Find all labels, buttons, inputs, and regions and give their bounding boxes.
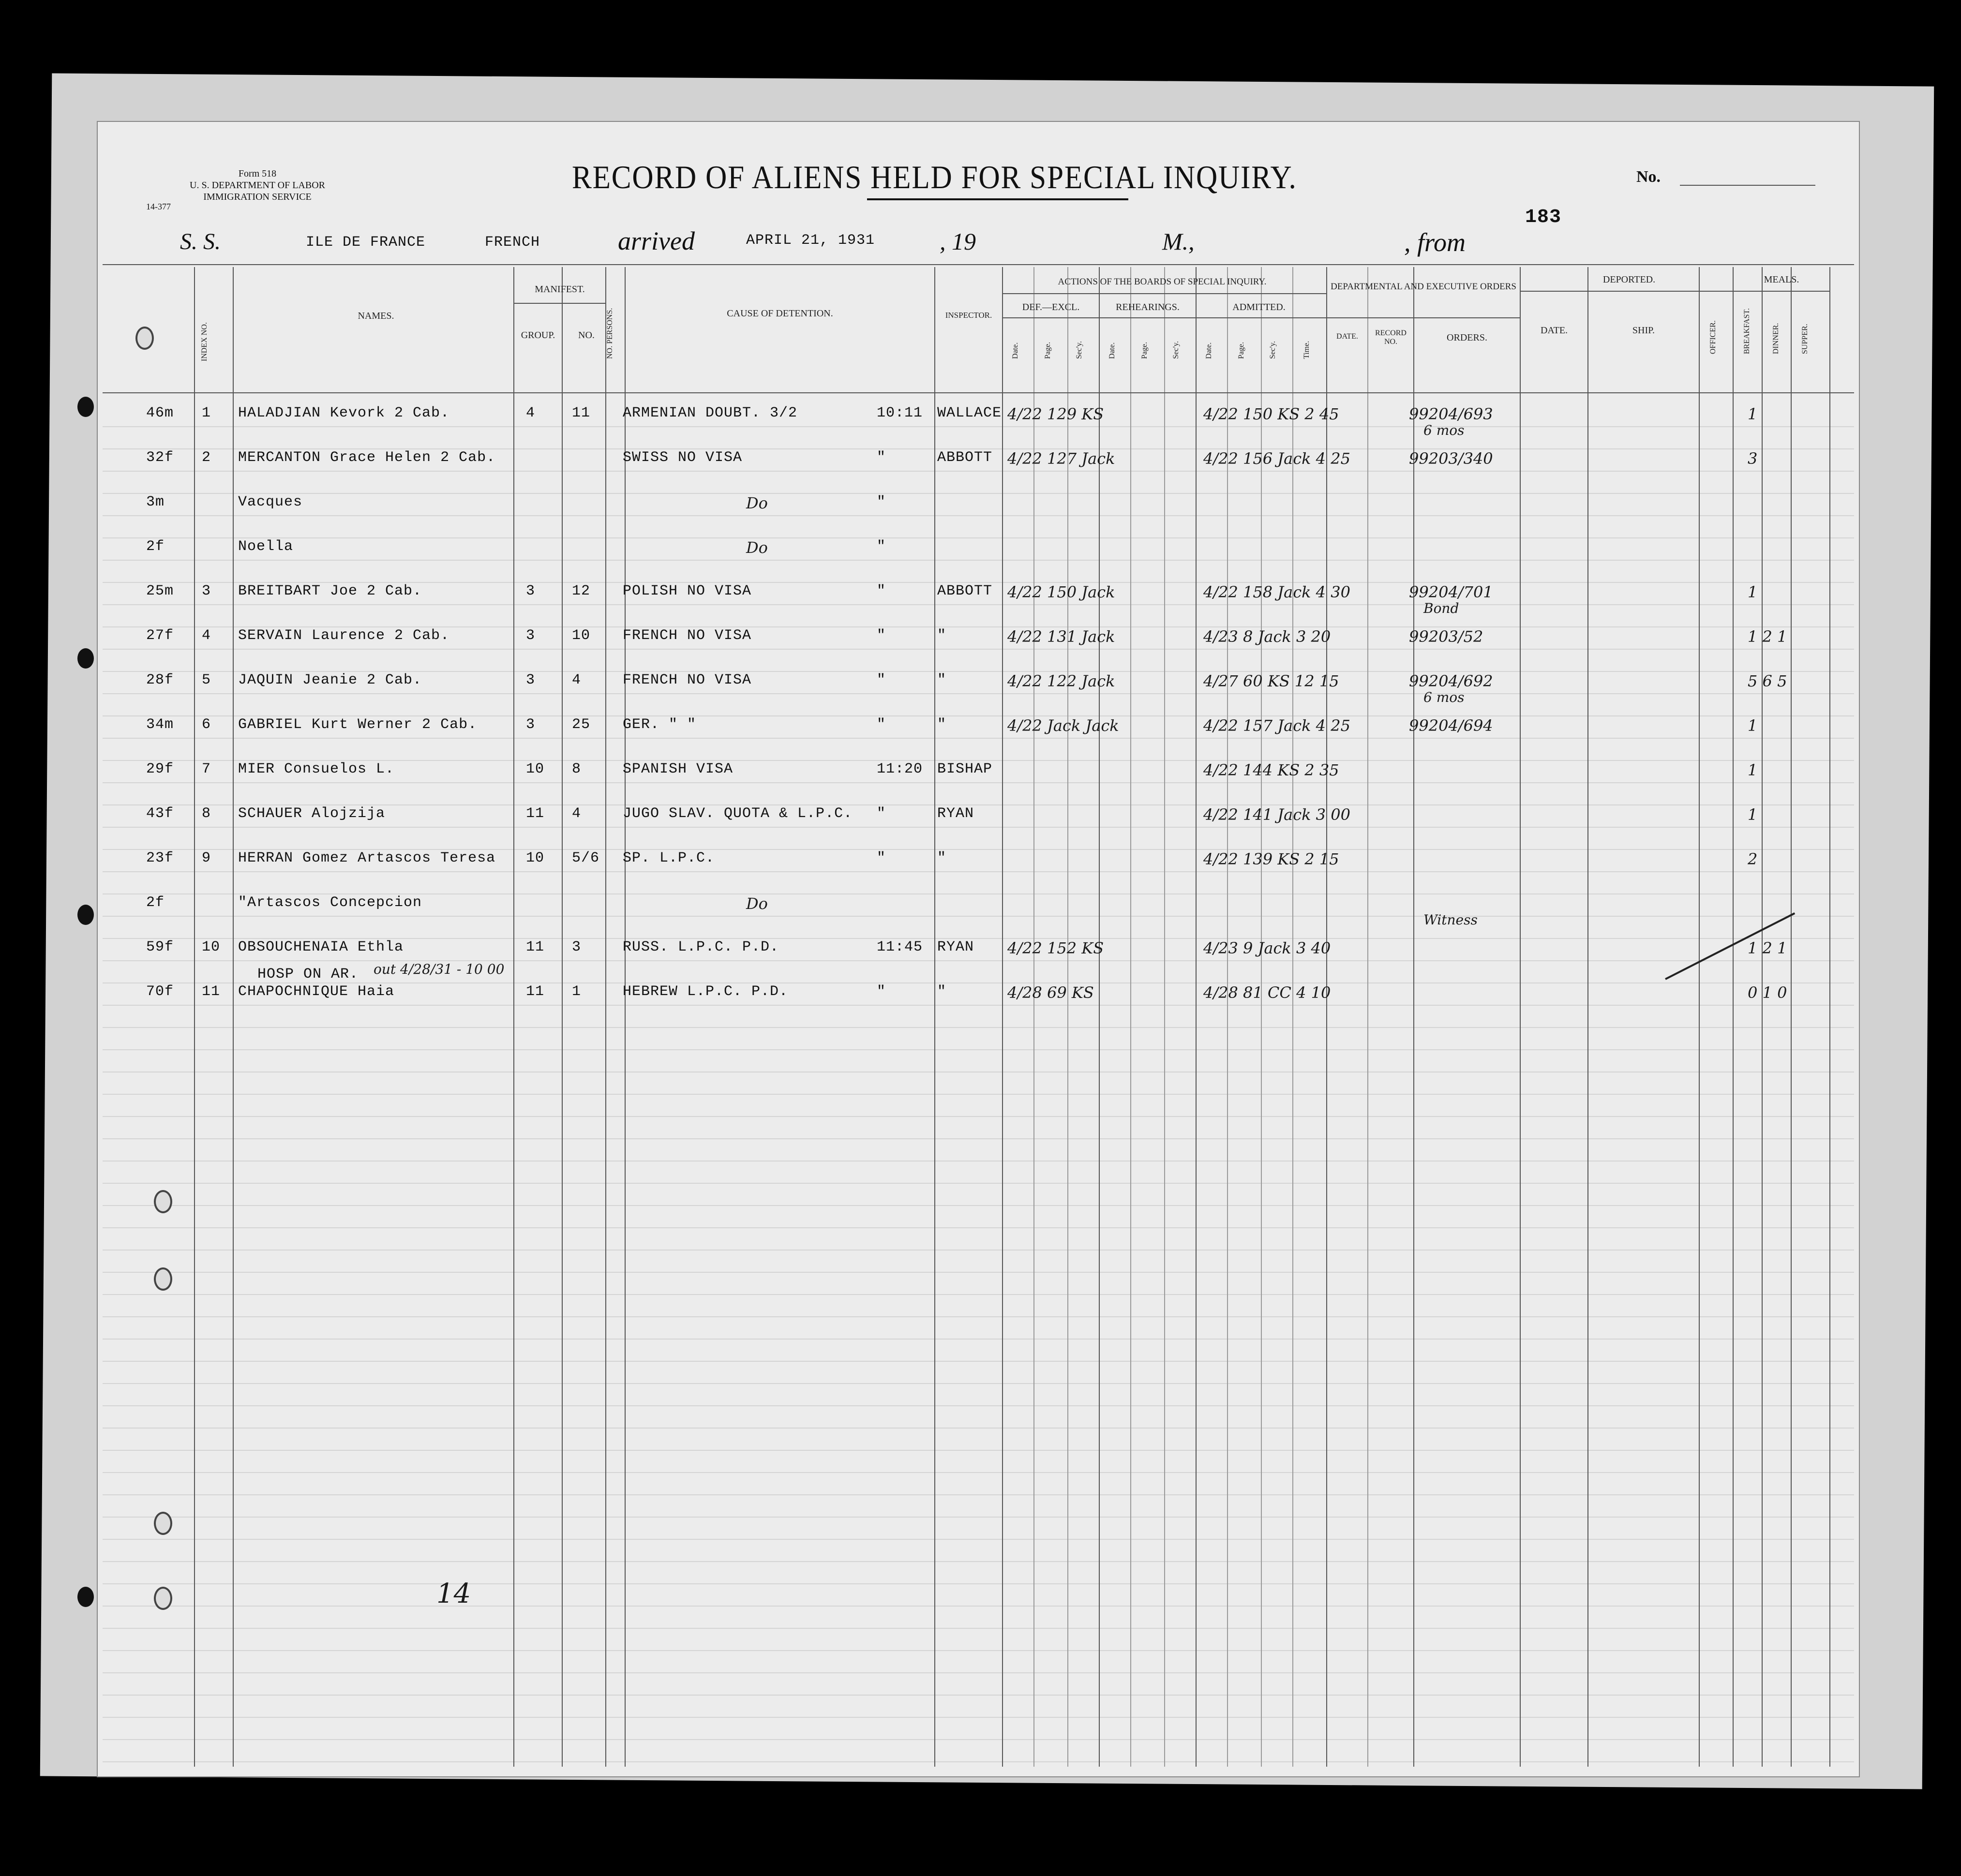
cell-name: Vacques — [238, 494, 303, 510]
cell-no: 3 — [572, 939, 582, 955]
dinner-header: DINNER. — [1772, 323, 1780, 354]
cell-time: " — [877, 583, 886, 599]
def-date-header: Date. — [1011, 342, 1019, 359]
cell-index: 6 — [202, 716, 211, 733]
cell-inspector: WALLACE — [937, 405, 1002, 421]
cell-age: 2f — [146, 538, 165, 555]
cell-def: 4/22 131 Jack — [1007, 627, 1115, 646]
number-label: No. — [1636, 168, 1661, 186]
cell-time: " — [877, 716, 886, 733]
cell-order: 99204/693 — [1409, 405, 1493, 423]
service-label: IMMIGRATION SERVICE — [203, 192, 312, 202]
cell-name: "Artascos Concepcion — [238, 894, 422, 911]
cell-time: 11:45 — [877, 939, 923, 955]
cell-age: 46m — [146, 405, 174, 421]
cell-no: 12 — [572, 583, 591, 599]
cell-def: 4/22 150 Jack — [1007, 583, 1115, 601]
cell-no: 1 — [572, 983, 582, 1000]
cell-index: 2 — [202, 449, 211, 466]
cell-order: 99204/692 — [1409, 672, 1493, 690]
cell-index: 3 — [202, 583, 211, 599]
cell-group: 3 — [526, 672, 536, 688]
cell-adm: 4/22 156 Jack 4 25 — [1203, 449, 1350, 468]
cell-adm: 4/23 8 Jack 3 20 — [1203, 627, 1331, 646]
punch-hole — [77, 648, 94, 669]
cell-group: 11 — [526, 939, 545, 955]
cell-group: 4 — [526, 405, 536, 421]
cell-order: 99204/701 — [1409, 583, 1493, 601]
cell-cause: JUGO SLAV. QUOTA & L.P.C. — [623, 805, 853, 822]
cell-meals: 1 2 1 — [1748, 627, 1787, 646]
cell-index: 11 — [202, 983, 221, 1000]
cell-time: " — [877, 805, 886, 822]
year-prefix: , 19 — [940, 228, 976, 255]
cell-def: 4/22 129 KS — [1007, 405, 1104, 423]
cell-age: 27f — [146, 627, 174, 644]
punch-hole — [77, 905, 94, 925]
cell-time: " — [877, 850, 886, 866]
punch-hole — [77, 1587, 94, 1607]
cell-meals: 1 — [1748, 716, 1758, 735]
cell-cause: GER. " " — [623, 716, 697, 733]
cell-order: 99203/340 — [1409, 449, 1493, 468]
reh-page-header: Page. — [1140, 342, 1149, 359]
cell-age: 23f — [146, 850, 174, 866]
cell-meals: 1 — [1748, 583, 1758, 601]
number-line — [1680, 185, 1815, 186]
supper-header: SUPPER. — [1801, 324, 1809, 354]
cell-time: " — [877, 538, 886, 555]
cell-order-note: 6 mos — [1423, 422, 1465, 438]
cell-time: " — [877, 627, 886, 644]
ship-line: FRENCH — [485, 234, 540, 251]
cell-index: 9 — [202, 850, 211, 866]
punch-hole — [77, 397, 94, 417]
names-header: NAMES. — [358, 311, 394, 321]
cell-no: 4 — [572, 805, 582, 822]
no-persons-header: NO. PERSONS. — [606, 308, 614, 359]
cell-cause: FRENCH NO VISA — [623, 627, 752, 644]
cell-meals: 1 — [1748, 761, 1758, 779]
cell-no: 10 — [572, 627, 591, 644]
cell-group: 11 — [526, 983, 545, 1000]
deported-header: DEPORTED. — [1602, 274, 1656, 285]
breakfast-header: BREAKFAST. — [1743, 308, 1751, 354]
cell-adm: 4/22 141 Jack 3 00 — [1203, 805, 1350, 824]
cell-cause: Do — [746, 894, 768, 913]
cell-name: CHAPOCHNIQUE Haia — [238, 983, 395, 1000]
adm-page-header: Page. — [1237, 342, 1245, 359]
binder-ring — [135, 327, 154, 350]
group-header: GROUP. — [521, 330, 555, 341]
cell-def: 4/22 127 Jack — [1007, 449, 1115, 468]
form-code: 14-377 — [146, 202, 171, 211]
cell-adm: 4/22 144 KS 2 35 — [1203, 761, 1339, 779]
def-secy-header: Sec'y. — [1075, 341, 1083, 359]
meals-header: MEALS. — [1764, 274, 1799, 285]
title-underline — [867, 198, 1128, 200]
cell-name: GABRIEL Kurt Werner 2 Cab. — [238, 716, 478, 733]
cell-name: JAQUIN Jeanie 2 Cab. — [238, 672, 422, 688]
cell-age: 70f — [146, 983, 174, 1000]
cell-inspector: BISHAP — [937, 761, 993, 777]
cell-age: 59f — [146, 939, 174, 955]
record-no-header: RECORD NO. — [1375, 329, 1407, 346]
adm-time-header: Time. — [1302, 341, 1311, 359]
form-identifier — [175, 168, 340, 203]
cell-order-note: Bond — [1423, 600, 1459, 616]
cell-meals: 0 1 0 — [1748, 983, 1787, 1002]
cell-order: 99204/694 — [1409, 716, 1493, 735]
ship-name: ILE DE FRANCE — [306, 234, 426, 251]
bottom-handwritten-mark: 14 — [436, 1578, 471, 1609]
cell-adm: 4/27 60 KS 12 15 — [1203, 672, 1339, 690]
cell-group: 10 — [526, 761, 545, 777]
from-label: , from — [1404, 228, 1466, 257]
cell-inspector: " — [937, 850, 947, 866]
cell-name: HERRAN Gomez Artascos Teresa — [238, 850, 496, 866]
cell-meals: 1 2 1 — [1748, 939, 1787, 957]
ss-label: S. S. — [180, 229, 221, 254]
binder-ring — [154, 1267, 172, 1291]
arrival-date: APRIL 21, 1931 — [746, 232, 875, 249]
cell-inspector: ABBOTT — [937, 449, 993, 466]
officer-header: OFFICER. — [1709, 320, 1717, 354]
cell-def: 4/22 122 Jack — [1007, 672, 1115, 690]
cell-index: 4 — [202, 627, 211, 644]
cell-no: 5/6 — [572, 850, 600, 866]
cell-time: " — [877, 449, 886, 466]
arrived-label: arrived — [618, 226, 695, 255]
cell-order: 99203/52 — [1409, 627, 1483, 646]
cell-cause: SPANISH VISA — [623, 761, 734, 777]
cause-header: CAUSE OF DETENTION. — [727, 308, 833, 319]
cell-name: MIER Consuelos L. — [238, 761, 395, 777]
cell-def: 4/22 152 KS — [1007, 939, 1104, 957]
cell-cause: Do — [746, 494, 768, 512]
department-label: U. S. DEPARTMENT OF LABOR — [190, 180, 325, 191]
cell-age: 28f — [146, 672, 174, 688]
cell-time: 10:11 — [877, 405, 923, 421]
cell-age: 25m — [146, 583, 174, 599]
cell-inspector: RYAN — [937, 939, 974, 955]
rehearings-header: REHEARINGS. — [1116, 302, 1180, 313]
cell-cause: ARMENIAN DOUBT. 3/2 — [623, 405, 798, 421]
hospital-note: HOSP ON AR. — [257, 966, 359, 983]
cell-inspector: ABBOTT — [937, 583, 993, 599]
cell-cause: FRENCH NO VISA — [623, 672, 752, 688]
cell-name: HALADJIAN Kevork 2 Cab. — [238, 405, 450, 421]
cell-name: MERCANTON Grace Helen 2 Cab. — [238, 449, 496, 466]
cell-no: 25 — [572, 716, 591, 733]
cell-index: 8 — [202, 805, 211, 822]
cell-no: 11 — [572, 405, 591, 421]
orders-header: ORDERS. — [1447, 332, 1487, 343]
index-no-header: INDEX NO. — [200, 322, 209, 361]
cell-name: Noella — [238, 538, 294, 555]
cell-age: 3m — [146, 494, 165, 510]
adm-date-header: Date. — [1205, 342, 1213, 359]
manifest-no-header: NO. — [578, 330, 595, 341]
cell-age: 43f — [146, 805, 174, 822]
cell-order-note: 6 mos — [1423, 689, 1465, 705]
cell-inspector: RYAN — [937, 805, 974, 822]
cell-meals: 5 6 5 — [1748, 672, 1787, 690]
manifest-header: MANIFEST. — [535, 284, 585, 295]
cell-def: 4/22 Jack Jack — [1007, 716, 1119, 735]
cell-index: 10 — [202, 939, 221, 955]
cell-meals: 3 — [1748, 449, 1758, 468]
cell-index: 1 — [202, 405, 211, 421]
cell-cause: POLISH NO VISA — [623, 583, 752, 599]
cell-group: 3 — [526, 583, 536, 599]
cell-index: 7 — [202, 761, 211, 777]
adm-secy-header: Sec'y. — [1269, 341, 1277, 359]
cell-inspector: " — [937, 983, 947, 1000]
cell-inspector: " — [937, 672, 947, 688]
ship-header: SHIP. — [1632, 325, 1655, 336]
cell-cause: HEBREW L.P.C. P.D. — [623, 983, 789, 1000]
inspector-header: INSPECTOR. — [945, 311, 992, 320]
cell-time: " — [877, 494, 886, 510]
cell-time: " — [877, 983, 886, 1000]
m-label: M., — [1162, 228, 1195, 255]
cell-no: 4 — [572, 672, 582, 688]
cell-cause: SWISS NO VISA — [623, 449, 743, 466]
cell-meals: 1 — [1748, 405, 1758, 423]
page-number: 183 — [1525, 207, 1562, 228]
dept-orders-header: DEPARTMENTAL AND EXECUTIVE ORDERS — [1331, 282, 1516, 292]
reh-secy-header: Sec'y. — [1172, 341, 1180, 359]
cell-inspector: " — [937, 627, 947, 644]
cell-meals: 1 — [1748, 805, 1758, 824]
deported-date-header: DATE. — [1540, 325, 1568, 336]
cell-adm: 4/22 158 Jack 4 30 — [1203, 583, 1350, 601]
cell-adm: 4/23 9 Jack 3 40 — [1203, 939, 1331, 957]
cell-cause: SP. L.P.C. — [623, 850, 715, 866]
cell-adm: 4/22 150 KS 2 45 — [1203, 405, 1339, 423]
cell-adm: 4/22 157 Jack 4 25 — [1203, 716, 1350, 735]
cell-index: 5 — [202, 672, 211, 688]
out-note: out 4/28/31 - 10 00 — [374, 961, 505, 977]
cell-group: 3 — [526, 627, 536, 644]
cell-inspector: " — [937, 716, 947, 733]
cell-age: 34m — [146, 716, 174, 733]
binder-ring — [154, 1512, 172, 1535]
reh-date-header: Date. — [1108, 342, 1116, 359]
cell-group: 10 — [526, 850, 545, 866]
binder-ring — [154, 1190, 172, 1213]
cell-order-note: Witness — [1423, 912, 1478, 928]
cell-cause: Do — [746, 538, 768, 557]
cell-meals: 2 — [1748, 850, 1758, 868]
admitted-header: ADMITTED. — [1232, 302, 1286, 313]
record-sheet — [97, 121, 1860, 1777]
cell-time: " — [877, 672, 886, 688]
actions-header: ACTIONS OF THE BOARDS OF SPECIAL INQUIRY. — [1058, 277, 1267, 287]
cell-name: BREITBART Joe 2 Cab. — [238, 583, 422, 599]
cell-cause: RUSS. L.P.C. P.D. — [623, 939, 779, 955]
cell-adm: 4/22 139 KS 2 15 — [1203, 850, 1339, 868]
cell-name: OBSOUCHENAIA Ethla — [238, 939, 404, 955]
cell-name: SERVAIN Laurence 2 Cab. — [238, 627, 450, 644]
binder-ring — [154, 1587, 172, 1610]
def-page-header: Page. — [1044, 342, 1052, 359]
def-excl-header: DEF.—EXCL. — [1022, 302, 1080, 313]
cell-no: 8 — [572, 761, 582, 777]
cell-adm: 4/28 81 CC 4 10 — [1203, 983, 1331, 1002]
form-number: Form 518 — [238, 168, 277, 179]
page-title: RECORD OF ALIENS HELD FOR SPECIAL INQUIRY. — [572, 159, 1297, 195]
cell-name: SCHAUER Alojzija — [238, 805, 386, 822]
cell-time: 11:20 — [877, 761, 923, 777]
dept-date-header: DATE. — [1336, 332, 1358, 341]
cell-group: 11 — [526, 805, 545, 822]
cell-def: 4/28 69 KS — [1007, 983, 1094, 1002]
cell-group: 3 — [526, 716, 536, 733]
cell-age: 29f — [146, 761, 174, 777]
cell-age: 2f — [146, 894, 165, 911]
cell-age: 32f — [146, 449, 174, 466]
